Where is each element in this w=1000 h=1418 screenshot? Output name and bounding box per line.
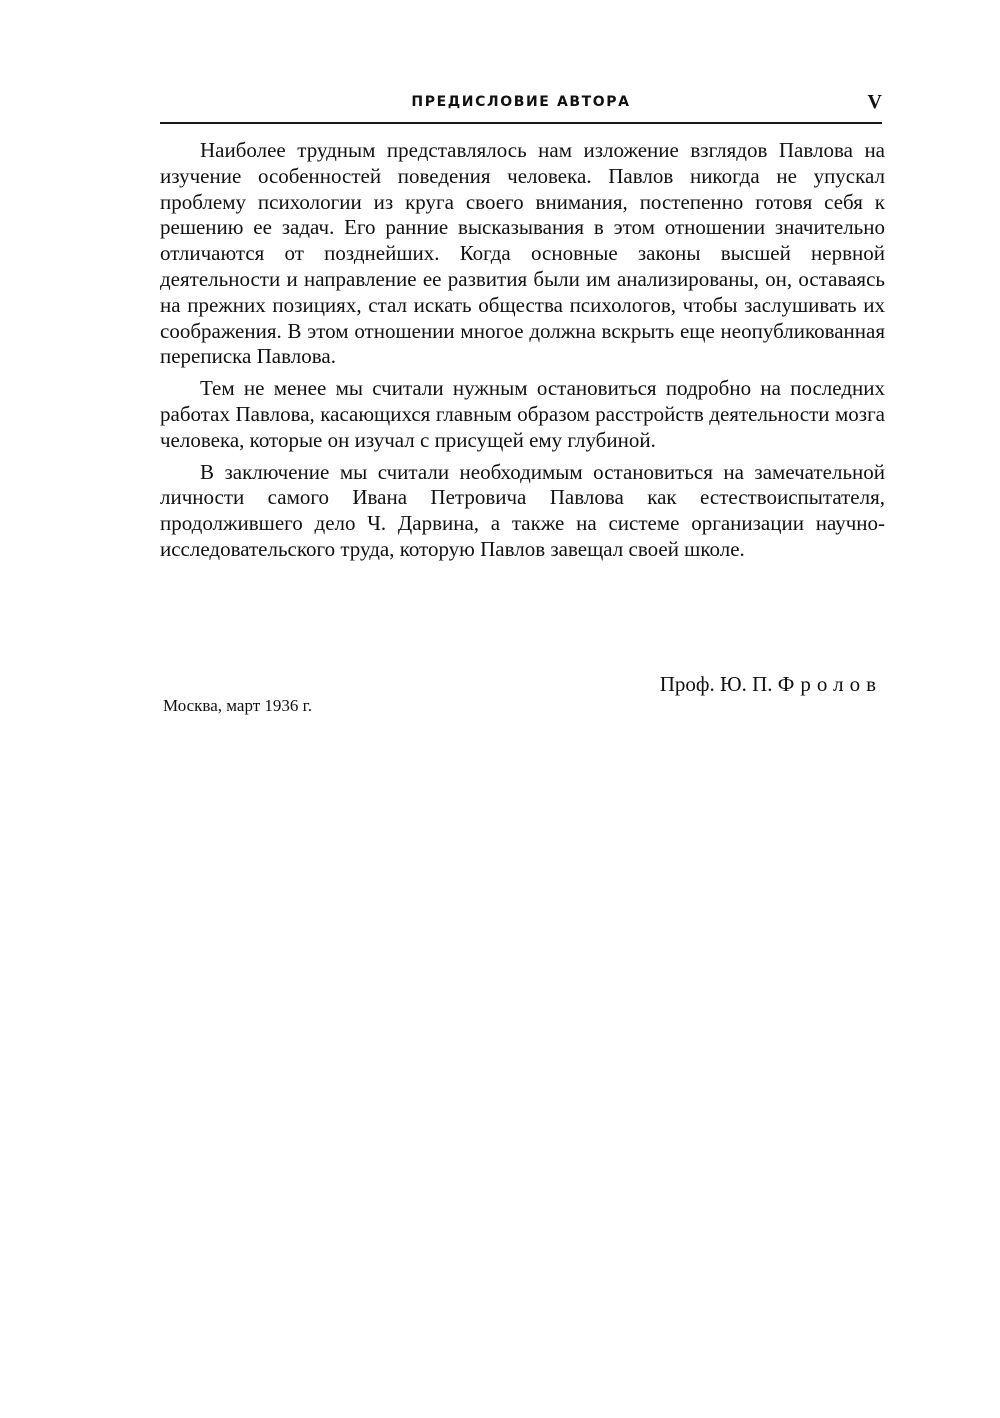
signature-initials: Ю. П. <box>720 672 773 696</box>
signature-title: Проф. <box>659 672 715 696</box>
running-header <box>160 92 882 124</box>
paragraph-3: В заключение мы считали необходимым остановиться на замечательной личности самого Ивана Петровича Павлова как естествоиспытателя, продолжившего дело Ч. Дарвина, а также на системе организации научно-исследовательского труда, которую Павлов завещал своей школе. <box>160 459 885 561</box>
place-date: Москва, март 1936 г. <box>163 696 312 715</box>
paragraph-1: Наиболее трудным представлялось нам изложение взглядов Павлова на изучение особенностей поведения человека. Павлов никогда не упускал проблему психологии из круга своего внимания, постепенно готовя себя к решению ее задач. Его ранние высказывания в этом отношении значительно отличаются от позднейших. Когда основные законы высшей нервной деятельности и направление ее развития были им анализированы, он, оставаясь на прежних позициях, стал искать общества психологов, чтобы заслушивать их соображения. В этом отношении многое должна вскрыть еще неопубликованная переписка Павлова. <box>160 138 885 369</box>
page-number: V <box>867 91 882 113</box>
body-text <box>160 138 885 569</box>
author-signature <box>660 672 882 697</box>
signature-surname: Фролов <box>777 672 882 696</box>
running-title: ПРЕДИСЛОВИЕ АВТОРА <box>411 94 631 110</box>
paragraph-2: Тем не менее мы считали нужным остановиться подробно на последних работах Павлова, касающихся главным образом расстройств деятельности мозга человека, которые он изучал с присущей ему глубиной. <box>160 376 885 452</box>
